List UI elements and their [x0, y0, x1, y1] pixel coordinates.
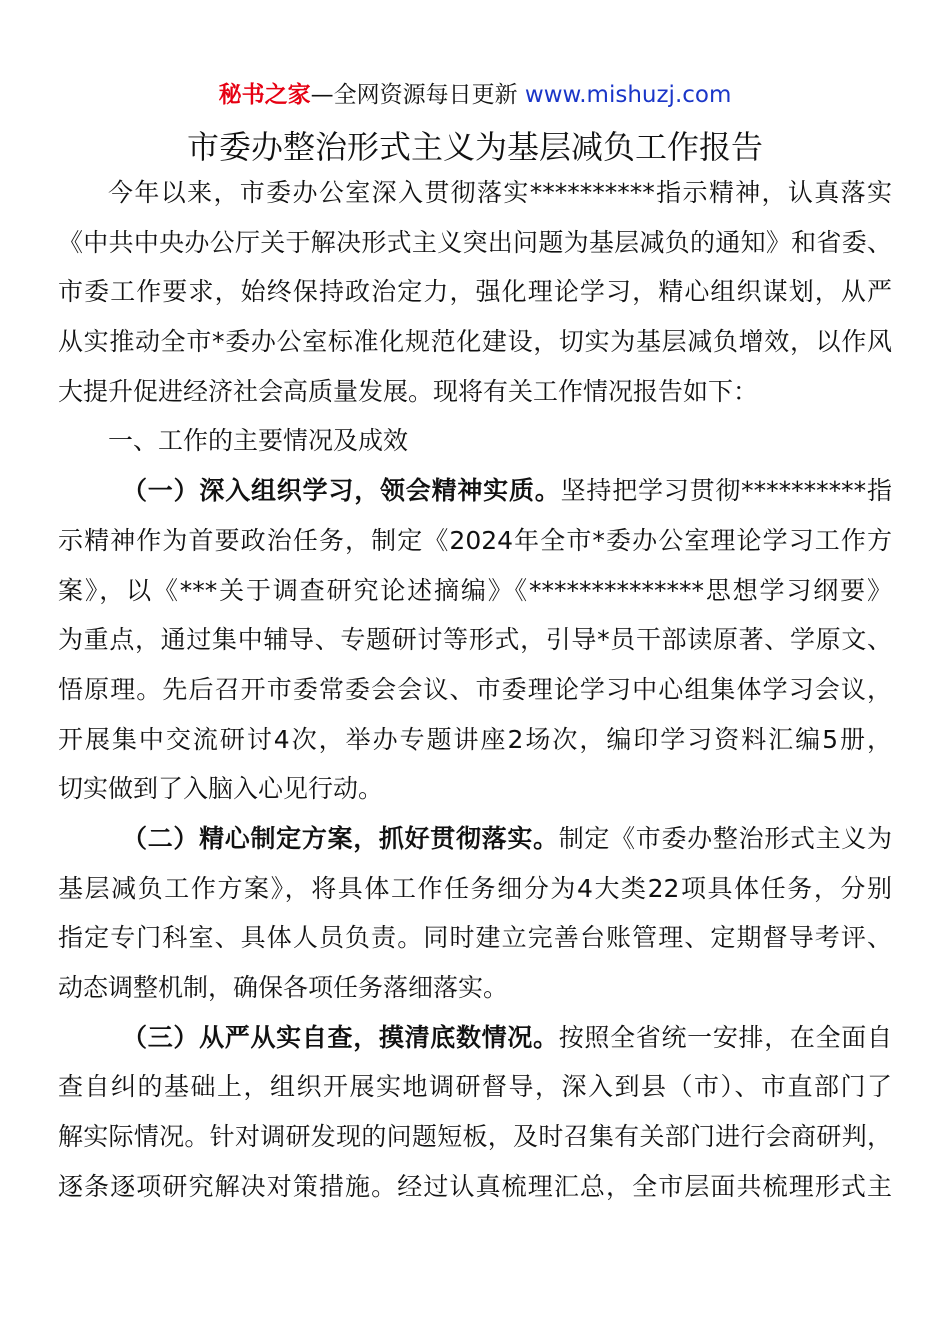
section-heading: 一、工作的主要情况及成效 — [108, 426, 409, 456]
document-title: 市委办整治形式主义为基层减负工作报告 — [186, 128, 763, 166]
item-heading: （二）精心制定方案，抓好贯彻落实。 — [122, 823, 559, 853]
site-url-link[interactable]: www.mishuzj.com — [524, 82, 732, 108]
item-text: 坚持把学习贯彻**********指 — [560, 476, 892, 506]
item-2-paragraph — [58, 814, 892, 1013]
paragraph-line: 基层减负工作方案》，将具体工作任务细分为4大类22项具体任务，分别 — [58, 873, 892, 903]
item-3-paragraph — [58, 1013, 892, 1212]
paragraph-line: 开展集中交流研讨4次，举办专题讲座2场次，编印学习资料汇编5册， — [58, 724, 892, 754]
paragraph-line: 指定专门科室、具体人员负责。同时建立完善台账管理、定期督导考评、 — [58, 923, 892, 953]
site-tagline: —全网资源每日更新 — [310, 82, 518, 108]
paragraph-line: 今年以来，市委办公室深入贯彻落实**********指示精神，认真落实 — [108, 178, 892, 207]
paragraph-line: 动态调整机制，确保各项任务落细落实。 — [58, 973, 509, 1002]
document-body — [58, 168, 892, 1211]
paragraph-line: 解实际情况。针对调研发现的问题短板，及时召集有关部门进行会商研判， — [58, 1122, 892, 1152]
paragraph-line: 为重点，通过集中辅导、专题研讨等形式，引导*员干部读原著、学原文、 — [58, 625, 892, 655]
item-heading: （三）从严从实自查，摸清底数情况。 — [122, 1022, 559, 1052]
paragraph-line — [58, 1013, 892, 1063]
paragraph-line — [58, 466, 892, 516]
paragraph-line: 悟原理。先后召开市委常委会会议、市委理论学习中心组集体学习会议， — [58, 674, 892, 704]
intro-paragraph — [58, 168, 892, 416]
paragraph-line: 示精神作为首要政治任务，制定《2024年全市*委办公室理论学习工作方 — [58, 525, 892, 555]
paragraph-line: 案》，以《***关于调查研究论述摘编》《**************思想学习纲要》 — [58, 575, 892, 605]
paragraph-line: 《中共中央办公厅关于解决形式主义突出问题为基层减负的通知》和省委、 — [58, 227, 892, 257]
item-heading: （一）深入组织学习，领会精神实质。 — [122, 476, 561, 506]
paragraph-line — [58, 814, 892, 864]
paragraph-line: 市委工作要求，始终保持政治定力，强化理论学习，精心组织谋划，从严 — [58, 277, 892, 307]
item-text: 制定《市委办整治形式主义为 — [558, 823, 892, 853]
item-1-paragraph — [58, 466, 892, 814]
site-banner — [0, 78, 950, 112]
site-brand: 秘书之家 — [218, 82, 311, 108]
paragraph-line: 大提升促进经济社会高质量发展。现将有关工作情况报告如下： — [58, 376, 759, 406]
paragraph-line: 逐条逐项研究解决对策措施。经过认真梳理汇总，全市层面共梳理形式主 — [58, 1171, 892, 1201]
paragraph-line: 查自纠的基础上，组织开展实地调研督导，深入到县（市）、市直部门了 — [58, 1072, 892, 1102]
paragraph-line: 从实推动全市*委办公室标准化规范化建设，切实为基层减负增效，以作风 — [58, 327, 892, 357]
item-text: 按照全省统一安排，在全面自 — [558, 1022, 892, 1052]
paragraph-line: 切实做到了入脑入心见行动。 — [58, 774, 384, 804]
